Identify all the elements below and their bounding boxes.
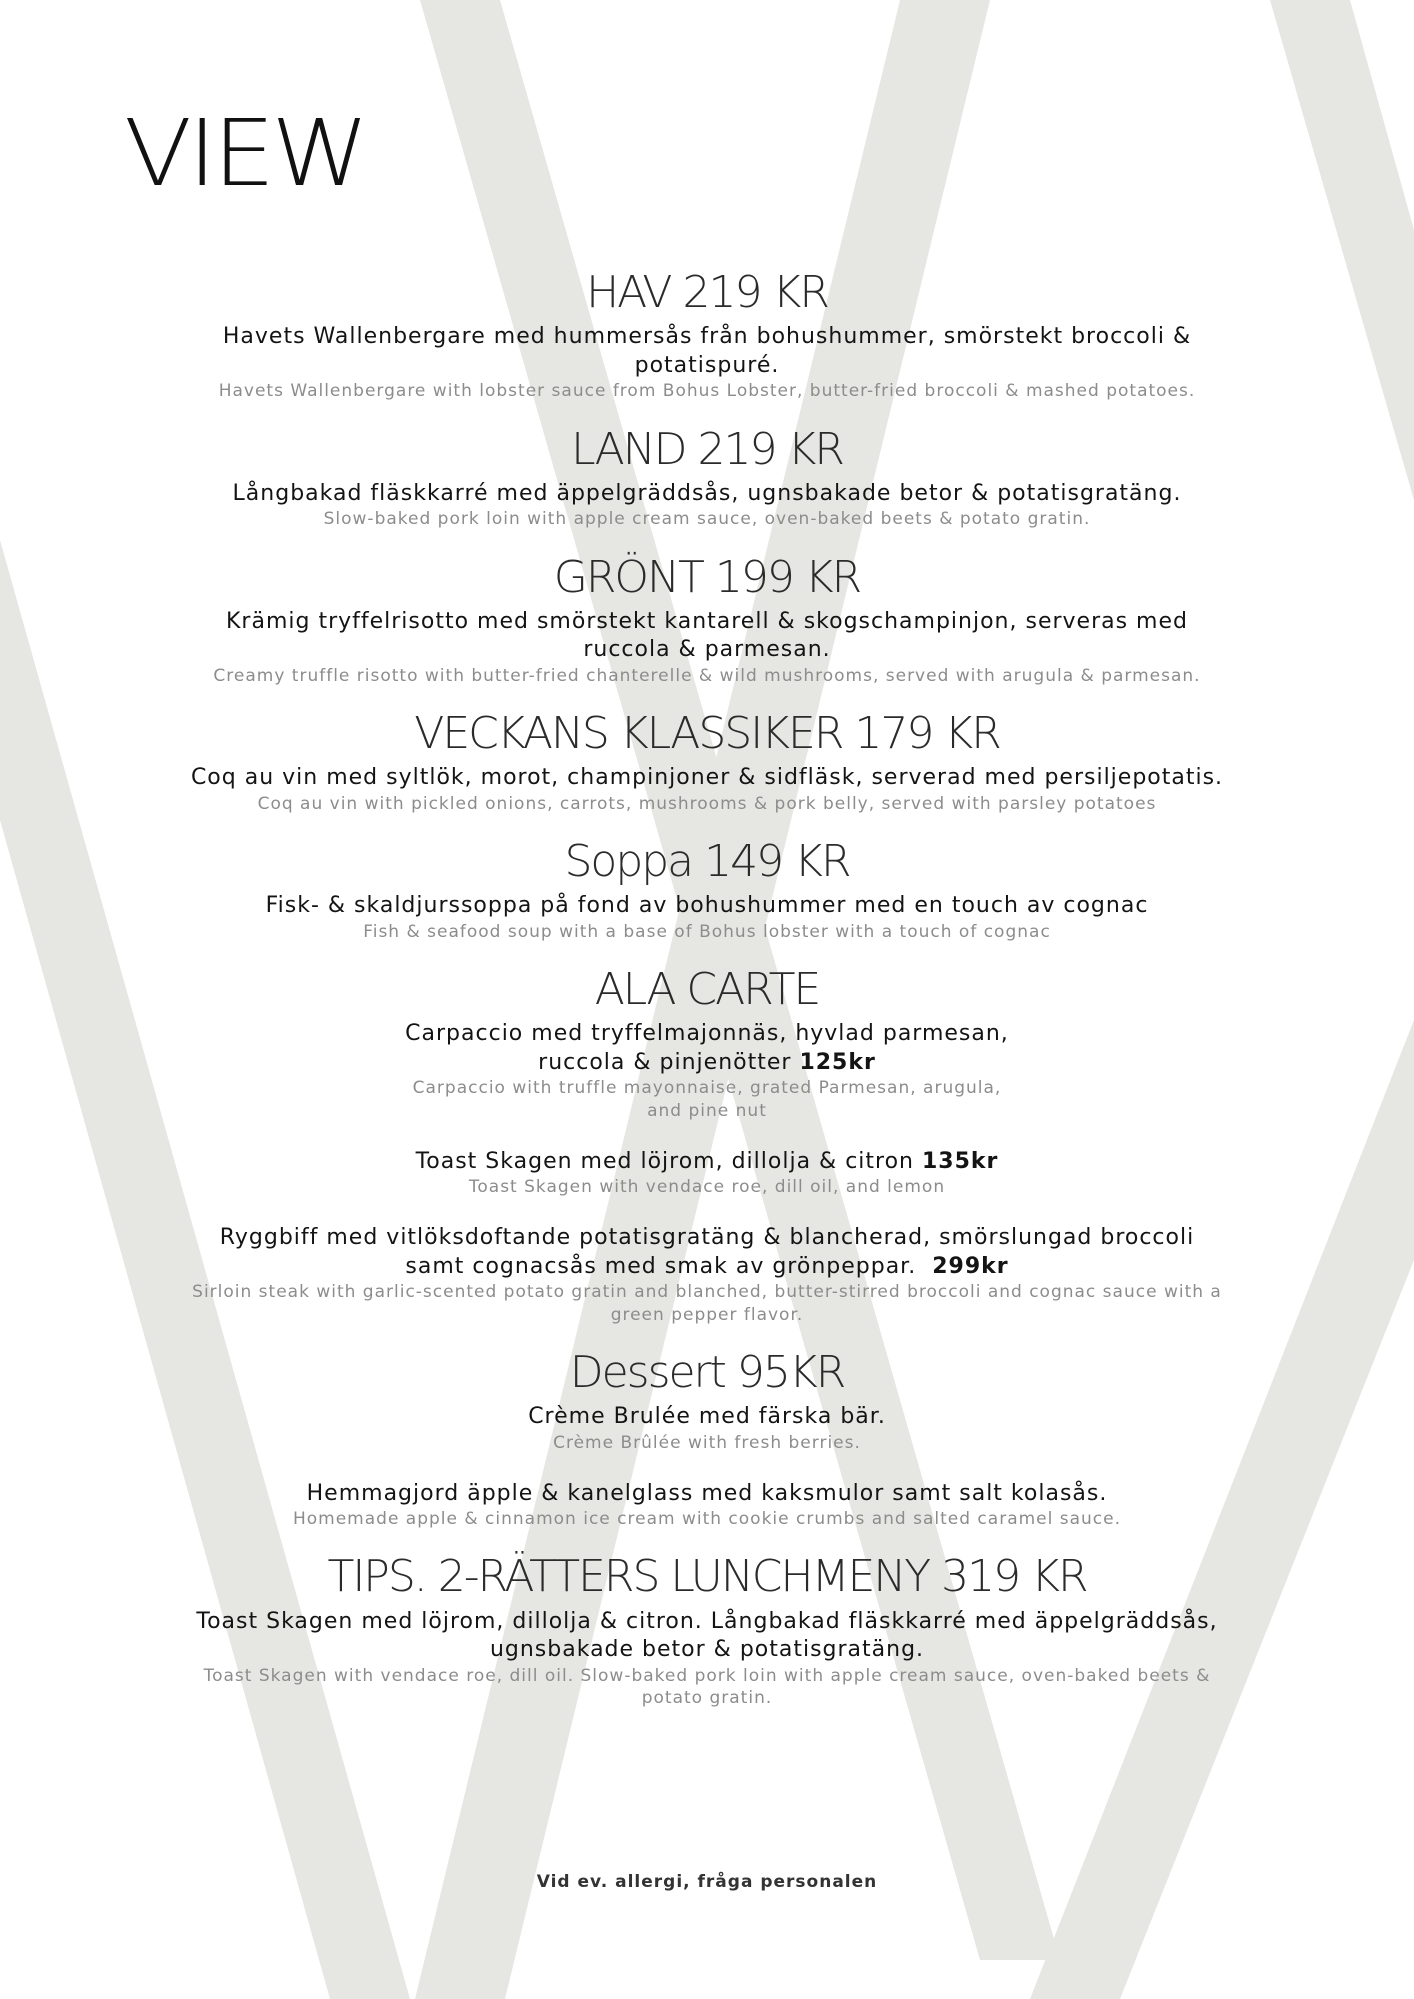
- menu-section: [190, 553, 1224, 688]
- dish-text: Ryggbiff med vitlöksdoftande potatisgratäng & blancherad, smörslungad broccoli samt cognacsås med smak av grönpeppar.: [219, 1225, 1195, 1279]
- logo: VIEW: [124, 100, 366, 207]
- dish-description-sv: Långbakad fläskkarré med äppelgräddsås, ugnsbakade betor & potatisgratäng.: [232, 480, 1182, 506]
- dish-description-sv: [190, 1224, 1224, 1281]
- dish-description-sv: [400, 1020, 1014, 1077]
- allergy-note: Vid ev. allergi, fråga personalen: [536, 1872, 878, 1892]
- menu-item: [190, 1480, 1224, 1531]
- dish-description-sv: Krämig tryffelrisotto med smörstekt kantarell & skogschampinjon, serveras med ruccola & parmesan.: [225, 608, 1188, 663]
- dish-description-en: Coq au vin with pickled onions, carrots, mushrooms & pork belly, served with parsley potatoes: [257, 793, 1157, 814]
- menu-section: [190, 709, 1224, 815]
- menu-item: [190, 608, 1224, 687]
- menu-item: [190, 1403, 1224, 1454]
- menu-section: [190, 965, 1224, 1326]
- section-title: Dessert 95KR: [569, 1346, 845, 1398]
- menu-section: [190, 1552, 1224, 1709]
- dish-description-en: Carpaccio with truffle mayonnaise, grated Parmesan, arugula, and pine nut: [412, 1078, 1002, 1121]
- dish-description-sv: Havets Wallenbergare med hummersås från bohushummer, smörstekt broccoli & potatispuré.: [222, 324, 1192, 378]
- dish-price: 125kr: [799, 1049, 876, 1075]
- section-title: LAND 219 KR: [571, 423, 843, 475]
- menu-item: [190, 764, 1224, 815]
- menu-item: [190, 323, 1224, 402]
- dish-description-en: Homemade apple & cinnamon ice cream with cookie crumbs and salted caramel sauce.: [292, 1509, 1122, 1530]
- dish-text: Toast Skagen med löjrom, dillolja & citron: [415, 1148, 914, 1174]
- section-title: HAV 219 KR: [586, 267, 828, 318]
- dish-description-sv: [190, 1148, 1224, 1177]
- dish-description-sv: Fisk- & skaldjurssoppa på fond av bohushummer med en touch av cognac: [265, 893, 1149, 919]
- dish-text: Carpaccio med tryffelmajonnäs, hyvlad parmesan, ruccola & pinjenötter: [405, 1021, 1009, 1075]
- section-title: VECKANS KLASSIKER 179 KR: [414, 708, 1000, 760]
- dish-description-en: Toast Skagen with vendace roe, dill oil, and lemon: [468, 1177, 946, 1198]
- section-title: Soppa 149 KR: [564, 836, 850, 887]
- dish-description-en: Sirloin steak with garlic-scented potato gratin and blanched, butter-stirred broccoli and cognac sauce with a green pepper flavor.: [192, 1282, 1222, 1325]
- dish-description-en: Fish & seafood soup with a base of Bohus lobster with a touch of cognac: [363, 921, 1051, 942]
- menu-item: [190, 1148, 1224, 1199]
- section-title: GRÖNT 199 KR: [553, 551, 861, 603]
- dish-description-sv: Coq au vin med syltlök, morot, champinjoner & sidfläsk, serverad med persiljepotatis.: [190, 765, 1224, 791]
- menu-section: [190, 425, 1224, 531]
- menu-item: [190, 892, 1224, 943]
- dish-description-sv: Crème Brulée med färska bär.: [528, 1403, 886, 1429]
- menu-section: [190, 837, 1224, 943]
- section-title: ALA CARTE: [594, 963, 820, 1015]
- menu-list: [190, 268, 1224, 1731]
- dish-price: 299kr: [932, 1253, 1009, 1279]
- menu-item: [190, 480, 1224, 531]
- menu-item: [190, 1608, 1224, 1709]
- dish-description-en: Crème Brûlée with fresh berries.: [553, 1432, 861, 1453]
- section-title: TIPS. 2-RÄTTERS LUNCHMENY 319 KR: [327, 1551, 1087, 1603]
- menu-item: [190, 1224, 1224, 1325]
- menu-item: [190, 1020, 1224, 1121]
- dish-price: 135kr: [922, 1148, 999, 1174]
- menu-section: [190, 1348, 1224, 1531]
- dish-description-en: Havets Wallenbergare with lobster sauce from Bohus Lobster, butter-fried broccoli & mashed potatoes.: [218, 381, 1196, 402]
- dish-description-en: Creamy truffle risotto with butter-fried chanterelle & wild mushrooms, served with arugula & parmesan.: [213, 665, 1201, 686]
- dish-description-en: Toast Skagen with vendace roe, dill oil. Slow-baked pork loin with apple cream sauce, oven-baked beets & potato gratin.: [203, 1665, 1211, 1708]
- dish-description-sv: Toast Skagen med löjrom, dillolja & citron. Långbakad fläskkarré med äppelgräddsås, ugnsbakade betor & potatisgratäng.: [196, 1608, 1218, 1663]
- menu-section: [190, 268, 1224, 403]
- dish-description-en: Slow-baked pork loin with apple cream sauce, oven-baked beets & potato gratin.: [323, 509, 1091, 530]
- dish-description-sv: Hemmagjord äpple & kanelglass med kaksmulor samt salt kolasås.: [306, 1480, 1108, 1506]
